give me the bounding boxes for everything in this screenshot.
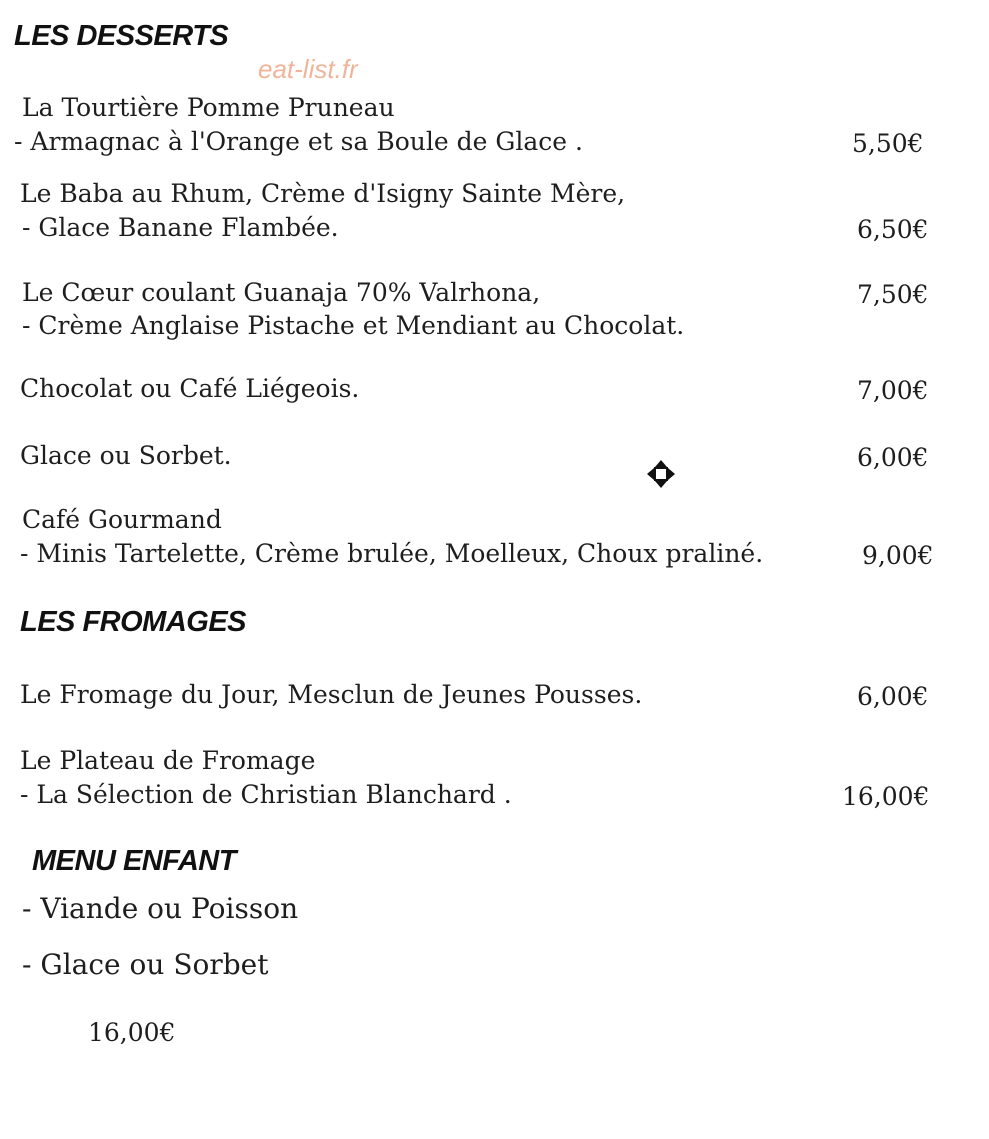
fromage-2-detail: - La Sélection de Christian Blanchard .	[20, 780, 512, 809]
dessert-3-name: Le Cœur coulant Guanaja 70% Valrhona,	[22, 278, 541, 307]
move-cursor-icon	[646, 459, 676, 489]
section-title-fromages: LES FROMAGES	[20, 606, 247, 638]
section-title-menu-enfant: MENU ENFANT	[32, 845, 236, 877]
fromage-2-name: Le Plateau de Fromage	[20, 746, 316, 775]
watermark: eat-list.fr	[258, 54, 358, 84]
fromage-1-name: Le Fromage du Jour, Mesclun de Jeunes Pousses.	[20, 680, 643, 709]
fromage-1-price: 6,00€	[857, 682, 929, 711]
dessert-1-name: La Tourtière Pomme Pruneau	[22, 93, 395, 122]
dessert-5-name: Glace ou Sorbet.	[20, 441, 232, 470]
dessert-2-price: 6,50€	[857, 215, 929, 244]
dessert-6-price: 9,00€	[862, 541, 934, 570]
menu-enfant-item-1: - Viande ou Poisson	[22, 892, 299, 925]
dessert-2-name: Le Baba au Rhum, Crème d'Isigny Sainte Mère,	[20, 179, 626, 208]
dessert-5-price: 6,00€	[857, 443, 929, 472]
dessert-6-detail: - Minis Tartelette, Crème brulée, Moelleux, Choux praliné.	[20, 539, 764, 568]
dessert-3-price: 7,50€	[857, 280, 929, 309]
dessert-1-detail: - Armagnac à l'Orange et sa Boule de Glace .	[14, 127, 583, 156]
dessert-1-price: 5,50€	[852, 129, 924, 158]
menu-enfant-price: 16,00€	[88, 1018, 176, 1047]
dessert-6-name: Café Gourmand	[22, 505, 222, 534]
section-title-desserts: LES DESSERTS	[14, 20, 229, 52]
dessert-3-detail: - Crème Anglaise Pistache et Mendiant au Chocolat.	[22, 311, 685, 340]
dessert-4-name: Chocolat ou Café Liégeois.	[20, 374, 360, 403]
fromage-2-price: 16,00€	[842, 782, 930, 811]
menu-enfant-item-2: - Glace ou Sorbet	[22, 948, 269, 981]
dessert-2-detail: - Glace Banane Flambée.	[22, 213, 339, 242]
dessert-4-price: 7,00€	[857, 376, 929, 405]
